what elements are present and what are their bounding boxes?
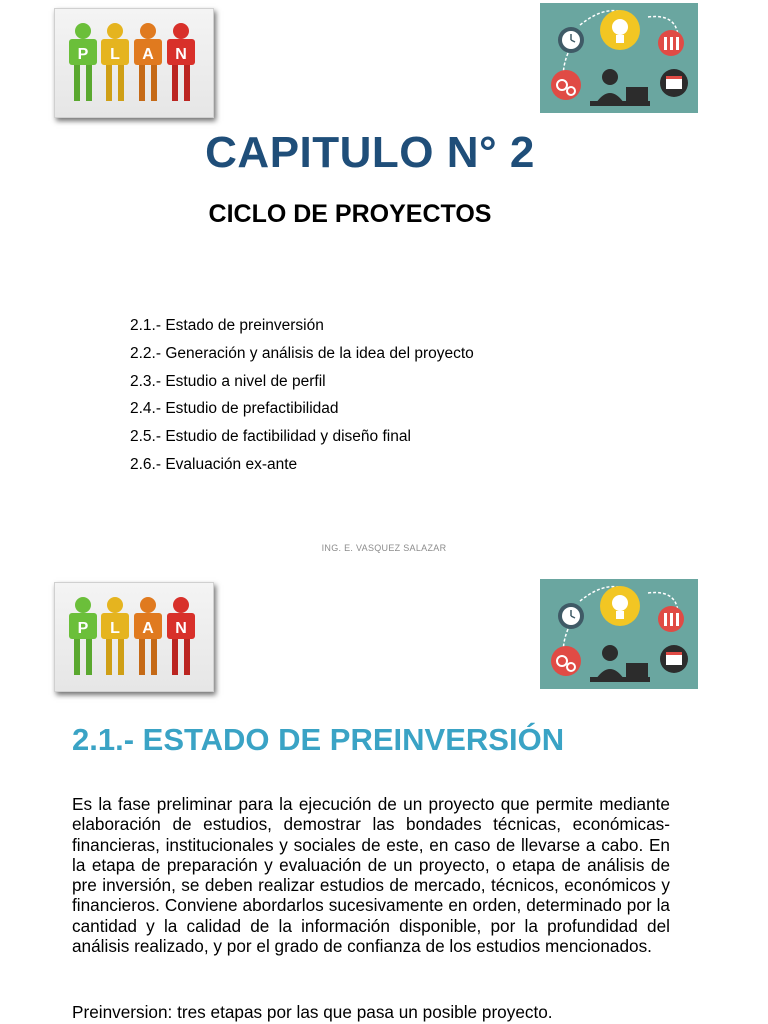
lightbulb-icon xyxy=(600,10,640,50)
plan-letter: A xyxy=(142,46,154,63)
chapter-title: CAPITULO N° 2 xyxy=(205,128,535,177)
slide-footer: ING. E. VASQUEZ SALAZAR xyxy=(321,543,447,553)
project-cycle-svg xyxy=(540,3,698,113)
chart-icon xyxy=(660,69,688,97)
table-of-contents xyxy=(130,316,474,483)
plan-letter: P xyxy=(77,46,89,63)
chart-icon xyxy=(660,645,688,673)
toc-item: 2.6.- Evaluación ex-ante xyxy=(130,455,298,473)
plan-letter: A xyxy=(142,620,154,637)
toc-item: 2.4.- Estudio de prefactibilidad xyxy=(130,400,339,418)
slide-2 xyxy=(0,572,768,1024)
toc-item: 2.5.- Estudio de factibilidad y diseño final xyxy=(130,428,411,446)
toc-item: 2.3.- Estudio a nivel de perfil xyxy=(130,372,326,390)
plan-figure-n xyxy=(167,597,195,675)
section-heading: 2.1.- ESTADO DE PREINVERSIÓN xyxy=(72,722,565,757)
plan-letter: P xyxy=(77,620,89,637)
plan-people-image xyxy=(54,8,214,118)
plan-figure-l xyxy=(101,597,129,675)
gear-icon xyxy=(551,70,581,100)
plan-figure-n xyxy=(167,23,195,101)
plan-figures-svg xyxy=(55,9,213,117)
plan-figure-a xyxy=(134,597,162,675)
plan-figure-l xyxy=(101,23,129,101)
gear-icon xyxy=(551,646,581,676)
toc-item: 2.1.- Estado de preinversión xyxy=(130,317,324,334)
project-cycle-image xyxy=(540,3,698,113)
plan-figure-a xyxy=(134,23,162,101)
plan-people-image xyxy=(54,582,214,692)
plan-letter: L xyxy=(110,46,120,63)
project-cycle-image xyxy=(540,579,698,689)
people-icon xyxy=(658,606,684,632)
lightbulb-icon xyxy=(600,586,640,626)
clock-icon xyxy=(558,27,584,53)
plan-letter: L xyxy=(110,620,120,637)
plan-figures-svg xyxy=(55,583,213,691)
body-paragraph: Es la fase preliminar para la ejecución de un proyecto que permite mediante elaboración de estudios, demostrar las bondades técnicas, económicas-financieras, institucionales y sociales de este, en caso de llevarse a cabo. En la etapa de preparación y evaluación de un proyecto, o etapa de análisis de pre inversión, se deben realizar estudios de mercado, técnicos, económicos y financieros. Conviene abordarlos sucesivamente en orden, determinado por la cantidad y la calidad de la información disponible, por la profundidad del análisis realizado, y por el grado de confianza de los estudios mencionados. xyxy=(72,794,670,957)
clock-icon xyxy=(558,603,584,629)
plan-letter: N xyxy=(175,46,187,63)
plan-letter: N xyxy=(175,620,187,637)
plan-figure-p xyxy=(69,597,97,675)
plan-figure-p xyxy=(69,23,97,101)
body-paragraph: Preinversion: tres etapas por las que pasa un posible proyecto. xyxy=(72,1002,553,1022)
project-cycle-svg xyxy=(540,579,698,689)
people-icon xyxy=(658,30,684,56)
chapter-subtitle: CICLO DE PROYECTOS xyxy=(208,200,492,228)
toc-item: 2.2.- Generación y análisis de la idea del proyecto xyxy=(130,344,474,362)
